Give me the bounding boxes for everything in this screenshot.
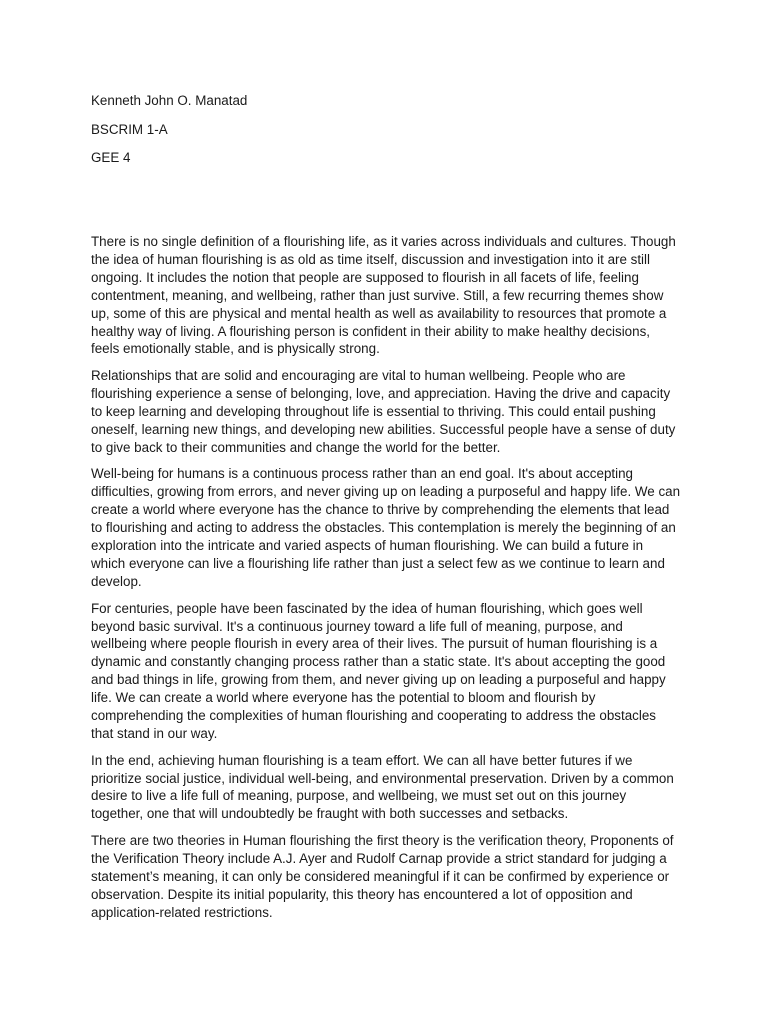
course-section: BSCRIM 1-A	[91, 122, 168, 137]
essay-paragraph: Well-being for humans is a continuous process rather than an end goal. It's about accepting difficulties, growing from errors, and never giving up on leading a purposeful and happy life. We can create a world where everyone has the chance to thrive by comprehending the elements that lead to flourishing and acting to address the obstacles. This contemplation is merely the beginning of an exploration into the intricate and varied aspects of human flourishing. We can build a future in which everyone can live a flourishing life rather than just a select few as we continue to learn and develop.	[91, 466, 681, 589]
author-name: Kenneth John O. Manatad	[91, 93, 248, 108]
essay-body	[91, 233, 681, 930]
essay-paragraph: In the end, achieving human flourishing is a team effort. We can all have better futures if we prioritize social justice, individual well-being, and environmental preservation. Driven by a common desire to live a life full of meaning, purpose, and wellbeing, we must set out on this journey together, one that will undoubtedly be fraught with both successes and setbacks.	[91, 752, 674, 822]
essay-paragraph: Relationships that are solid and encouraging are vital to human wellbeing. People who are flourishing experience a sense of belonging, love, and appreciation. Having the drive and capacity to keep learning and developing throughout life is essential to thriving. This could entail pushing oneself, learning new things, and developing new abilities. Successful people have a sense of duty to give back to their communities and change the world for the better.	[91, 368, 676, 455]
course-code: GEE 4	[91, 150, 131, 165]
essay-paragraph: There is no single definition of a flourishing life, as it varies across individuals and cultures. Though the idea of human flourishing is as old as time itself, discussion and investigation into it are still ongoing. It includes the notion that people are supposed to flourish in all facets of life, feeling contentment, meaning, and wellbeing, rather than just survive. Still, a few recurring themes show up, some of this are physical and mental health as well as availability to resources that promote a healthy way of living. A flourishing person is confident in their ability to make healthy decisions, feels emotionally stable, and is physically strong.	[91, 234, 676, 357]
essay-paragraph: For centuries, people have been fascinated by the idea of human flourishing, which goes well beyond basic survival. It's a continuous journey toward a life full of meaning, purpose, and wellbeing where people flourish in every area of their lives. The pursuit of human flourishing is a dynamic and constantly changing process rather than a static state. It's about accepting the good and bad things in life, growing from them, and never giving up on leading a purposeful and happy life. We can create a world where everyone has the potential to bloom and flourish by comprehending the complexities of human flourishing and cooperating to address the obstacles that stand in our way.	[91, 600, 666, 741]
essay-paragraph: There are two theories in Human flourishing the first theory is the verification theory, Proponents of the Verification Theory include A.J. Ayer and Rudolf Carnap provide a strict standard for judging a statement’s meaning, it can only be considered meaningful if it can be confirmed by experience or observation. Despite its initial popularity, this theory has encountered a lot of opposition and application-related restrictions.	[91, 833, 674, 920]
